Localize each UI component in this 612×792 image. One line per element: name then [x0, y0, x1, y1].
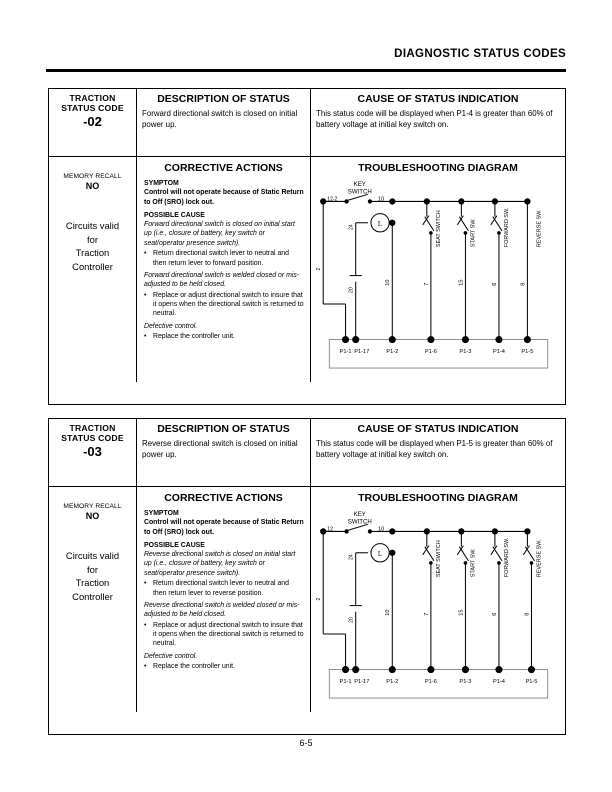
lamp-in-wire-label: 24 — [348, 554, 355, 560]
key-switch-wire-label: 12 — [327, 526, 333, 533]
status-code-block-03 — [48, 418, 566, 735]
p1-5-wire-label: 8 — [524, 612, 531, 616]
connector-p1-17: P1-17 — [354, 678, 370, 685]
p1-3-wire-label: 15 — [458, 279, 465, 286]
cause-bullet — [144, 579, 304, 598]
cause-cell — [311, 419, 565, 486]
cause-item-text: Reverse directional switch is closed on initial start up (i.e., closure of battery, key switch or seat/operator presence switch). — [144, 551, 296, 577]
code-cell — [49, 89, 137, 156]
cause-item-text: Reverse directional switch is welded closed or mis-adjusted to be held closed. — [144, 601, 300, 618]
switch-label-start: START SW. — [470, 218, 477, 248]
corrective-actions-body — [137, 504, 310, 676]
corrective-actions-header: CORRECTIVE ACTIONS — [164, 492, 283, 504]
bullet-text: Replace or adjust directional switch to insure that it opens when the directional switch is returned to neutral. — [153, 291, 304, 318]
left-branch-wire-label: 2 — [316, 597, 323, 601]
memory-recall-value: NO — [85, 181, 100, 191]
block-header-row — [49, 419, 565, 487]
diagram-header: TROUBLESHOOTING DIAGRAM — [358, 492, 518, 504]
circuits-line2: for — [87, 563, 98, 575]
switch-label-seat: SEAT SWITCH — [436, 210, 443, 248]
key-switch-label-2: SWITCH — [347, 518, 372, 526]
block-body-row — [49, 157, 565, 382]
code-header-line1: TRACTION — [69, 93, 116, 103]
p1-4-wire-label: 6 — [491, 282, 498, 286]
cause-header: CAUSE OF STATUS INDICATION — [357, 93, 519, 105]
bullet-text: Replace the controller unit. — [153, 663, 235, 671]
circuits-line3: Traction — [75, 247, 110, 259]
description-cell — [137, 89, 311, 156]
cause-item-text: Forward directional switch is welded closed or mis-adjusted to be held closed. — [144, 271, 300, 288]
troubleshooting-diagram-cell — [311, 157, 565, 382]
switch-label-forward: FORWARD SW. — [504, 537, 511, 578]
p1-4-wire-label: 6 — [491, 612, 498, 616]
lamp-in-wire-label: 24 — [348, 224, 355, 230]
memory-recall-value: NO — [85, 511, 100, 521]
connector-p1-1: P1-1 — [339, 348, 352, 355]
connector-p1-2: P1-2 — [386, 678, 399, 685]
code-cell — [49, 419, 137, 486]
diagram-header: TROUBLESHOOTING DIAGRAM — [358, 162, 518, 174]
code-header-line2: STATUS CODE — [61, 103, 124, 114]
bullet-marker: • — [144, 621, 147, 629]
bus-wire-label: 10 — [378, 196, 385, 203]
lamp-symbol: L — [377, 549, 383, 558]
circuits-line2: for — [87, 233, 98, 245]
connector-p1-5: P1-5 — [521, 348, 534, 355]
cause-bullet — [144, 291, 304, 319]
lamp-gnd-wire-label: 20 — [348, 617, 355, 623]
key-switch-label-2: SWITCH — [347, 188, 372, 196]
memory-recall-cell — [49, 487, 137, 712]
corrective-actions-cell — [137, 487, 311, 712]
circuits-line1: Circuits valid — [65, 550, 120, 561]
bullet-marker: • — [144, 663, 147, 671]
description-cell — [137, 419, 311, 486]
corrective-actions-cell — [137, 157, 311, 382]
symptom-label: SYMPTOM — [144, 180, 179, 187]
troubleshooting-diagram-cell — [311, 487, 565, 712]
circuits-line1: Circuits valid — [65, 220, 120, 231]
wiring-diagram-1 — [311, 174, 565, 382]
switch-label-forward: FORWARD SW. — [504, 207, 511, 248]
circuits-line3: Traction — [75, 577, 110, 589]
bullet-text: Return directional switch lever to neutral and then return lever to forward position. — [153, 250, 289, 267]
bullet-marker: • — [144, 291, 147, 299]
code-header-line1: TRACTION — [69, 423, 116, 433]
connector-p1-6: P1-6 — [424, 678, 437, 685]
switch-label-reverse: REVERSE SW. — [536, 539, 543, 578]
wiring-diagram-2 — [311, 504, 565, 712]
lamp-gnd-wire-label: 20 — [348, 287, 355, 293]
description-header: DESCRIPTION OF STATUS — [157, 93, 290, 105]
switch-label-start: START SW. — [470, 548, 477, 578]
corrective-actions-header: CORRECTIVE ACTIONS — [164, 162, 283, 174]
key-switch-label-1: KEY — [353, 511, 366, 519]
circuits-line4: Controller — [72, 590, 113, 602]
connector-p1-17: P1-17 — [354, 348, 370, 355]
bullet-marker: • — [144, 333, 147, 341]
possible-cause-label: POSSIBLE CAUSE — [144, 541, 205, 549]
circuits-line4: Controller — [72, 260, 113, 272]
bullet-text: Replace or adjust directional switch to insure that it opens when the directional switch is returned to neutral. — [153, 621, 304, 648]
p1-6-wire-label: 7 — [423, 282, 430, 286]
p1-3-wire-label: 15 — [458, 609, 465, 616]
left-branch-wire-label: 2 — [316, 267, 323, 271]
page-footer: 6-5 — [299, 738, 313, 748]
connector-p1-5: P1-5 — [525, 678, 538, 685]
p1-2-wire-label: 10 — [385, 609, 392, 616]
status-code-block-02 — [48, 88, 566, 405]
memory-recall-label: MEMORY RECALL — [63, 173, 122, 180]
connector-p1-3: P1-3 — [459, 348, 472, 355]
symptom-label: SYMPTOM — [144, 510, 179, 517]
cause-item-text: Forward directional switch is closed on initial start up (i.e., closure of battery, key switch or seat/operator presence switch). — [144, 221, 295, 247]
corrective-actions-body — [137, 174, 310, 346]
key-switch-label-1: KEY — [353, 181, 366, 189]
p1-5-wire-label: 8 — [520, 282, 527, 286]
page-title: DIAGNOSTIC STATUS CODES — [394, 48, 566, 60]
symptom-text: Control will not operate because of Static Return to Off (SRO) lock out. — [144, 519, 304, 536]
cause-bullet — [144, 332, 304, 341]
block-body-row — [49, 487, 565, 712]
cause-item-text: Defective control. — [144, 322, 198, 330]
bullet-marker: • — [144, 580, 147, 588]
block-header-row — [49, 89, 565, 157]
cause-bullet — [144, 662, 304, 671]
switch-label-seat: SEAT SWITCH — [436, 540, 443, 578]
memory-recall-label: MEMORY RECALL — [63, 503, 122, 510]
cause-item-text: Defective control. — [144, 652, 198, 660]
code-header-line2: STATUS CODE — [61, 433, 124, 444]
cause-bullet — [144, 249, 304, 268]
bullet-marker: • — [144, 250, 147, 258]
switch-label-reverse: REVERSE SW. — [536, 209, 543, 248]
status-code-value: -03 — [83, 444, 102, 460]
possible-cause-label: POSSIBLE CAUSE — [144, 211, 205, 219]
status-code-value: -02 — [83, 114, 102, 130]
connector-p1-1: P1-1 — [339, 678, 352, 685]
p1-2-wire-label: 10 — [385, 279, 392, 286]
header-rule — [46, 69, 566, 72]
cause-header: CAUSE OF STATUS INDICATION — [357, 423, 519, 435]
connector-p1-4: P1-4 — [492, 348, 505, 355]
bullet-text: Replace the controller unit. — [153, 333, 235, 341]
memory-recall-cell — [49, 157, 137, 382]
cause-cell — [311, 89, 565, 156]
description-text: Reverse directional switch is closed on initial power up. — [142, 439, 298, 459]
page-header — [46, 48, 566, 60]
connector-p1-2: P1-2 — [386, 348, 399, 355]
bus-wire-label: 10 — [378, 526, 385, 533]
connector-p1-6: P1-6 — [424, 348, 437, 355]
description-header: DESCRIPTION OF STATUS — [157, 423, 290, 435]
key-switch-wire-label: 12-2 — [327, 196, 338, 203]
cause-text: This status code will be displayed when P1-4 is greater than 60% of battery voltage at initial key switch on. — [316, 109, 553, 129]
bullet-text: Return directional switch lever to neutral and then return lever to reverse position. — [153, 580, 289, 597]
p1-6-wire-label: 7 — [423, 612, 430, 616]
cause-text: This status code will be displayed when P1-5 is greater than 60% of battery voltage at initial key switch on. — [316, 439, 553, 459]
connector-p1-3: P1-3 — [459, 678, 472, 685]
symptom-text: Control will not operate because of Static Return to Off (SRO) lock out. — [144, 189, 304, 206]
circuits-valid-note — [49, 219, 136, 274]
description-text: Forward directional switch is closed on initial power up. — [142, 109, 298, 129]
cause-bullet — [144, 621, 304, 649]
lamp-symbol: L — [377, 219, 383, 228]
circuits-valid-note — [49, 549, 136, 604]
connector-p1-4: P1-4 — [492, 678, 505, 685]
